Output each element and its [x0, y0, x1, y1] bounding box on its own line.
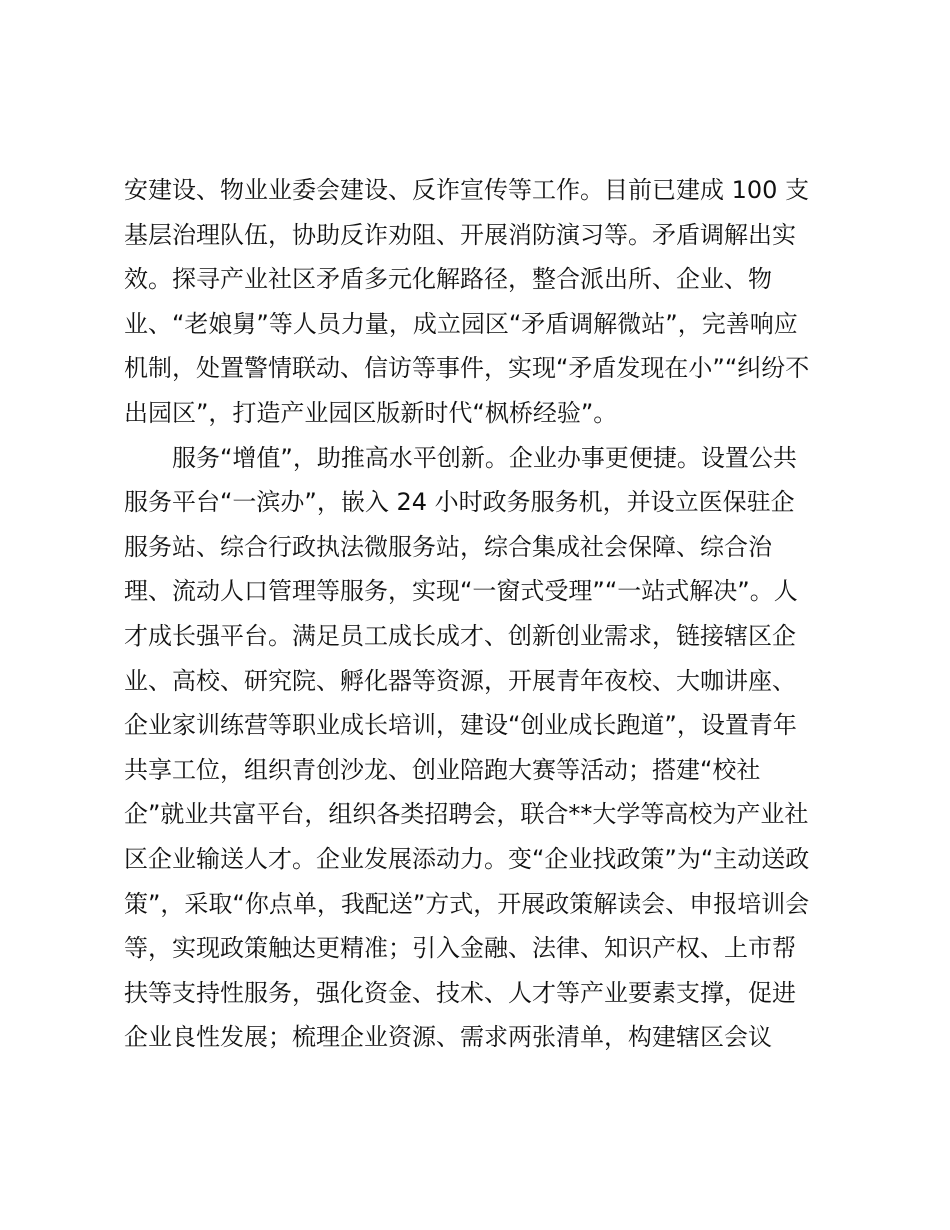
text-line: 服务平台“一滨办”，嵌入 24 小时政务服务机，并设立医保驻企 — [124, 488, 795, 517]
text-line: 理、流动人口管理等服务，实现“一窗式受理”“一站式解决”。人 — [124, 577, 798, 606]
text-line: 出园区”，打造产业园区版新时代“枫桥经验”。 — [124, 398, 618, 427]
paragraph-first-line: 服务“增值”，助推高水平创新。企业办事更便捷。设置公共 — [172, 443, 797, 472]
text-line: 安建设、物业业委会建设、反诈宣传等工作。目前已建成 100 支 — [124, 176, 810, 204]
text-line: 才成长强平台。满足员工成长成才、创新创业需求，链接辖区企 — [124, 621, 796, 650]
text-line: 等，实现政策触达更精准；引入金融、法律、知识产权、上市帮 — [124, 934, 796, 963]
text-line: 企”就业共富平台，组织各类招聘会，联合**大学等高校为产业社 — [124, 800, 809, 829]
text-line: 效。探寻产业社区矛盾多元化解路径，整合派出所、企业、物 — [124, 265, 772, 294]
text-line: 区企业输送人才。企业发展添动力。变“企业找政策”为“主动送政 — [124, 844, 810, 873]
text-line: 基层治理队伍，协助反诈劝阻、开展消防演习等。矛盾调解出实 — [124, 220, 796, 249]
text-line: 业、高校、研究院、孵化器等资源，开展青年夜校、大咖讲座、 — [124, 666, 796, 695]
body-text — [124, 168, 836, 1060]
text-line: 扶等支持性服务，强化资金、技术、人才等产业要素支撑，促进 — [124, 978, 796, 1007]
text-line: 机制，处置警情联动、信访等事件，实现“矛盾发现在小”“纠纷不 — [124, 354, 810, 383]
text-line: 策”，采取“你点单，我配送”方式，开展政策解读会、申报培训会 — [124, 889, 810, 918]
text-line: 共享工位，组织青创沙龙、创业陪跑大赛等活动；搭建“校社 — [124, 755, 761, 784]
text-line: 服务站、综合行政执法微服务站，综合集成社会保障、综合治 — [124, 532, 772, 561]
text-line: 企业良性发展；梳理企业资源、需求两张清单，构建辖区会议 — [124, 1023, 772, 1052]
text-line: 企业家训练营等职业成长培训，建设“创业成长跑道”，设置青年 — [124, 711, 797, 740]
text-line: 业、“老娘舅”等人员力量，成立园区“矛盾调解微站”，完善响应 — [124, 309, 798, 338]
